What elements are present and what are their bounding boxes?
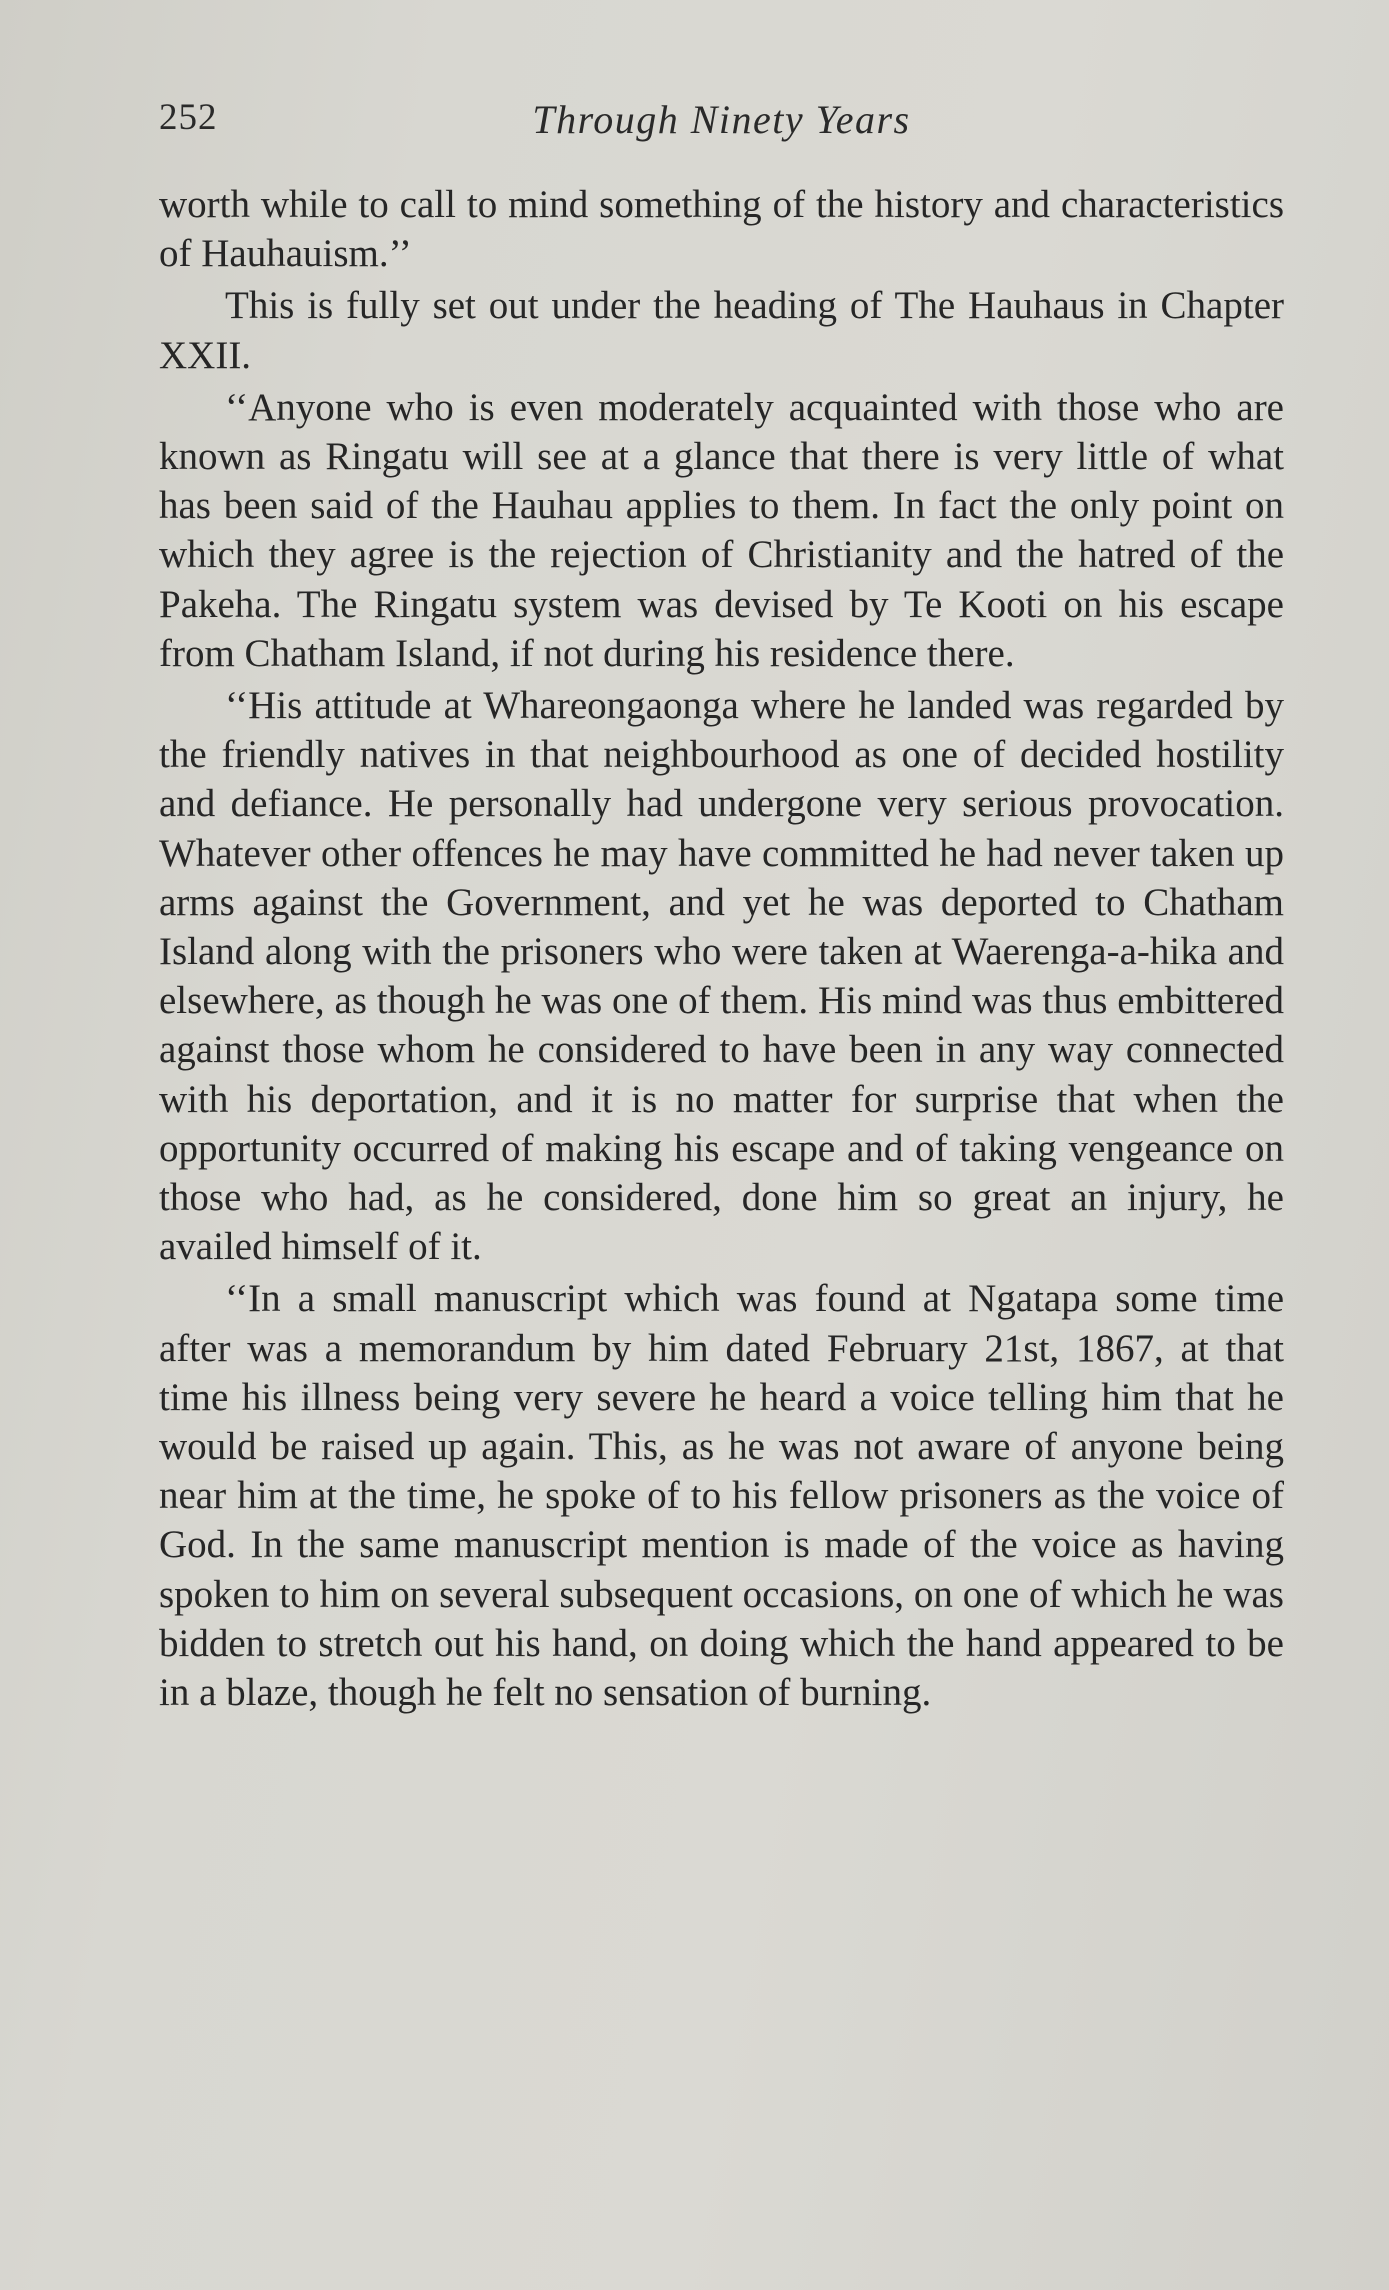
book-title: Through Ninety Years: [532, 97, 911, 142]
paragraph: ‘‘Anyone who is even moderately acquainted with those who are known as Ringatu will see at a glance that there is very little of what has been said of the Hauhau applies to them. In fact the only point on which they agree is the rejection of Christianity and the hatred of the Pakeha. The Ringatu system was devised by Te Kooti on his escape from Chatham Island, if not during his residence there.: [159, 385, 1284, 675]
paragraph: ‘‘In a small manuscript which was found at Ngatapa some time after was a memorandum by him dated February 21st, 1867, at that time his illness being very severe he heard a voice telling him that he would be raised up again. This, as he was not aware of anyone being near him at the time, he spoke of to his fellow prisoners as the voice of God. In the same manuscript mention is made of the voice as having spoken to him on several subsequent occasions, on one of which he was bidden to stretch out his hand, on doing which the hand appeared to be in a blaze, though he felt no sensation of burning.: [159, 1277, 1284, 1715]
running-head: [159, 96, 1284, 156]
page-number: 252: [159, 97, 218, 138]
paragraph: ‘‘His attitude at Whareongaonga where he landed was regarded by the friendly natives in that neighbourhood as one of decided hostility and defiance. He personally had undergone very serious provocation. Whatever other offences he may have committed he had never taken up arms against the Government, and yet he was deported to Chatham Island along with the prisoners who were taken at Waerenga-a-hika and elsewhere, as though he was one of them. His mind was thus embittered against those whom he considered to have been in any way connected with his deportation, and it is no matter for surprise that when the opportunity occurred of making his escape and of taking vengeance on those who had, as he considered, done him so great an injury, he availed himself of it.: [159, 684, 1284, 1269]
paragraph-continued: worth while to call to mind something of the history and characteristics of Hauhauism.’’: [159, 183, 1284, 276]
body-text: [159, 180, 1284, 1720]
paragraph: This is fully set out under the heading of The Hauhaus in Chapter XXII.: [159, 284, 1284, 377]
